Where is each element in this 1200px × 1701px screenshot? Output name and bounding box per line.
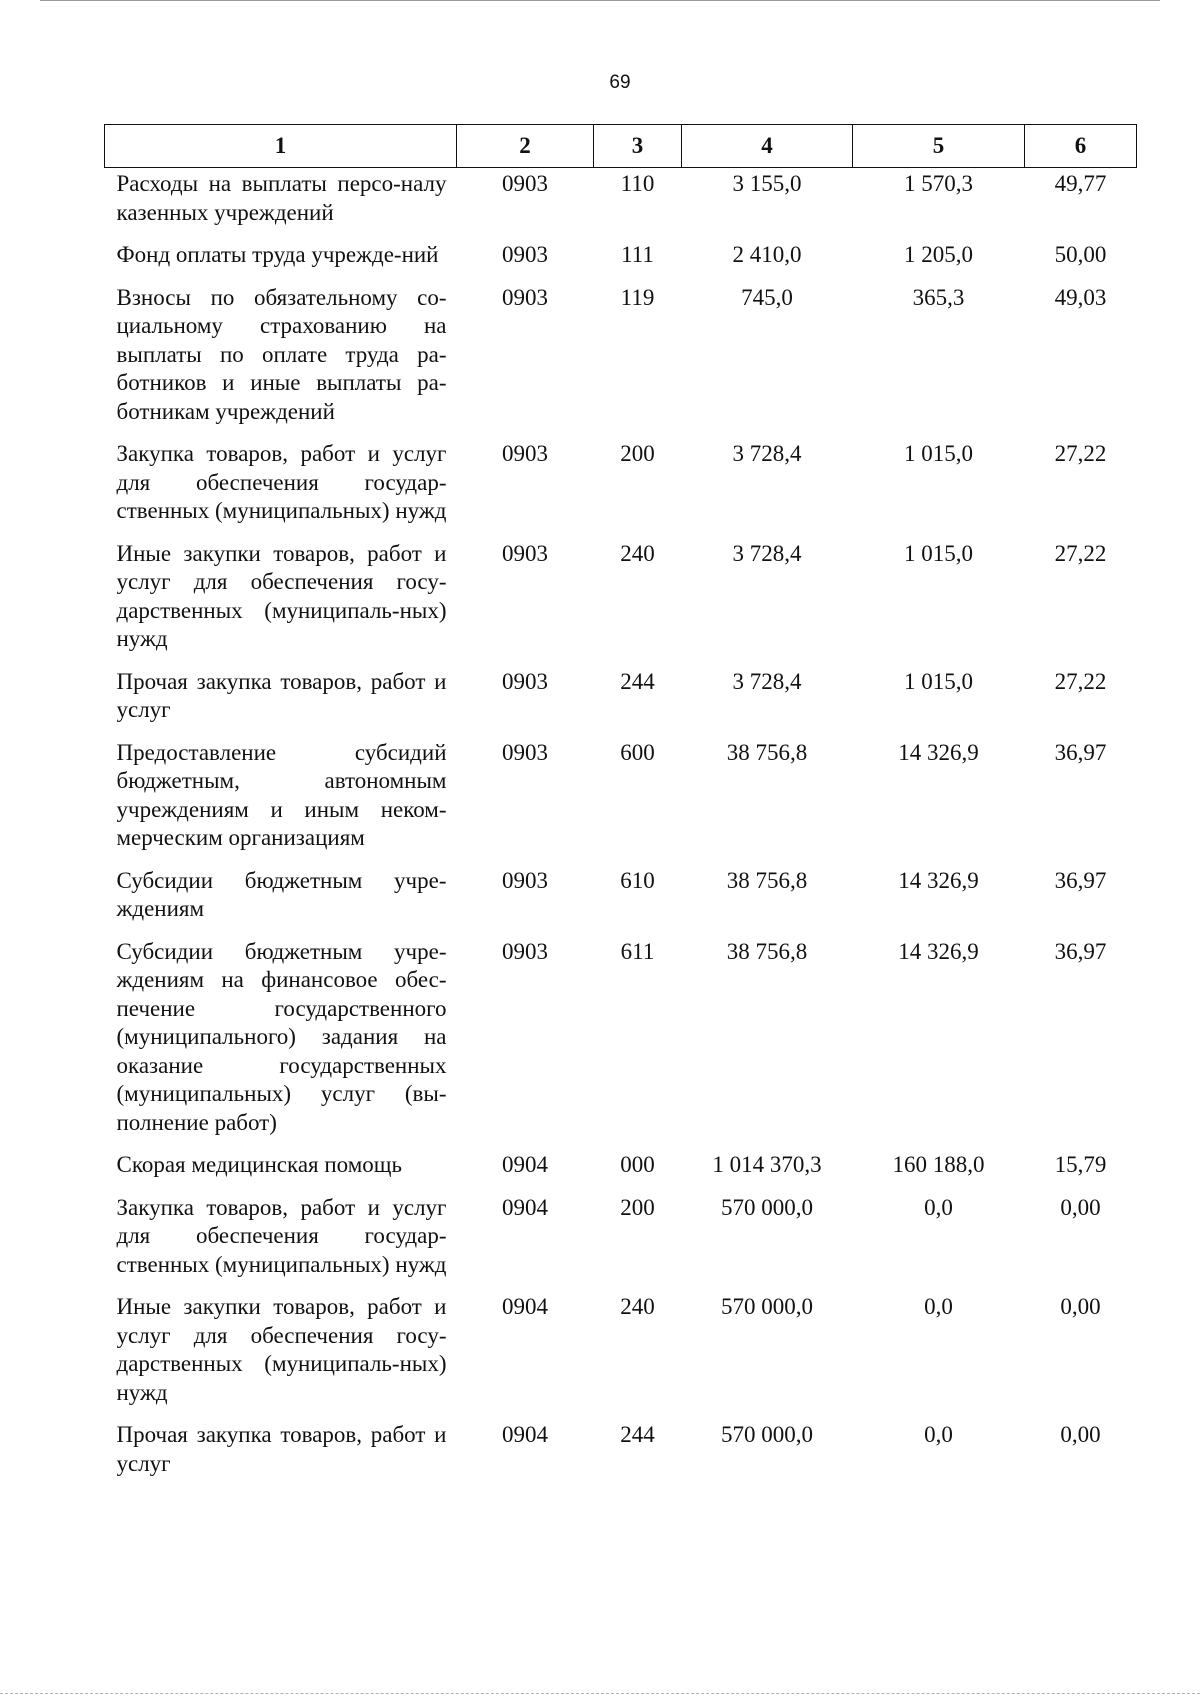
row-expense-code: 240 (620, 1294, 655, 1319)
row-planned-amount: 38 756,8 (726, 938, 808, 964)
row-name: Предоставление субсидий бюджетным, автономным учреждениям и иным неком-мерческим организациям (116, 739, 447, 850)
row-executed-amount: 1 205,0 (904, 242, 973, 267)
table-row (105, 282, 1137, 439)
row-planned-amount: 2 410,0 (732, 242, 802, 267)
row-executed-amount: 14 326,9 (898, 739, 979, 765)
row-percent: 50,00 (1054, 242, 1107, 267)
row-planned-amount: 570 000,0 (721, 1194, 813, 1220)
row-expense-code: 200 (620, 1194, 655, 1220)
row-percent: 49,77 (1054, 171, 1107, 196)
row-planned-amount: 3 728,4 (732, 668, 802, 694)
table-row (105, 666, 1137, 737)
row-executed-amount: 1 015,0 (904, 540, 973, 566)
row-name: Закупка товаров, работ и услуг для обеспечения государ-ственных (муниципальных) нужд (116, 441, 447, 523)
row-section-code: 0903 (502, 441, 548, 466)
table-row (105, 1192, 1137, 1292)
row-section-code: 0903 (502, 867, 548, 893)
row-percent: 49,03 (1054, 284, 1107, 310)
header-col-5: 5 (853, 125, 1025, 168)
page-number: 69 (609, 72, 631, 93)
row-name: Закупка товаров, работ и услуг для обеспечения государ-ственных (муниципальных) нужд (116, 1194, 447, 1277)
table-row (105, 538, 1137, 666)
row-planned-amount: 3 728,4 (732, 441, 802, 466)
row-name: Расходы на выплаты персо-налу казенных учреждений (116, 171, 447, 225)
row-name: Субсидии бюджетным учре-ждениям на финансовое обес-печение государственного (муниципального) задания на оказание государственных (муниципальных) услуг (вы-полнение работ) (116, 938, 447, 1135)
row-executed-amount: 1 570,3 (904, 171, 973, 196)
row-expense-code: 119 (620, 284, 655, 310)
header-col-1: 1 (105, 125, 457, 168)
table-header-row (105, 125, 1137, 168)
table-row (105, 438, 1137, 538)
row-percent: 27,22 (1054, 441, 1107, 466)
table-row (105, 239, 1137, 282)
row-section-code: 0903 (502, 540, 548, 566)
row-percent: 0,00 (1060, 1294, 1101, 1319)
row-section-code: 0903 (502, 668, 548, 694)
row-planned-amount: 3 728,4 (732, 540, 802, 566)
row-section-code: 0904 (502, 1422, 548, 1447)
row-executed-amount: 160 188,0 (892, 1152, 985, 1177)
row-planned-amount: 3 155,0 (732, 171, 802, 196)
row-executed-amount: 14 326,9 (898, 938, 979, 964)
row-section-code: 0904 (502, 1294, 548, 1319)
row-percent: 27,22 (1054, 540, 1107, 566)
budget-table (104, 124, 1137, 1490)
row-planned-amount: 1 014 370,3 (712, 1152, 822, 1177)
row-section-code: 0904 (502, 1194, 548, 1220)
row-expense-code: 200 (620, 441, 655, 466)
row-executed-amount: 0,0 (924, 1422, 953, 1447)
header-col-6: 6 (1025, 125, 1137, 168)
row-expense-code: 240 (620, 540, 655, 566)
row-name: Скорая медицинская помощь (116, 1152, 402, 1177)
row-name: Фонд оплаты труда учрежде-ний (116, 242, 439, 267)
header-col-3: 3 (594, 125, 682, 168)
table-row (105, 737, 1137, 865)
row-expense-code: 600 (620, 739, 655, 765)
row-percent: 0,00 (1060, 1194, 1101, 1220)
page-top-border (40, 0, 1160, 1)
row-expense-code: 110 (620, 171, 655, 196)
row-planned-amount: 570 000,0 (721, 1294, 813, 1319)
row-expense-code: 244 (620, 668, 655, 694)
table-row (105, 1149, 1137, 1192)
row-name: Прочая закупка товаров, работ и услуг (116, 1422, 447, 1476)
page-bottom-border (0, 1693, 1200, 1694)
row-section-code: 0903 (502, 171, 548, 196)
row-executed-amount: 1 015,0 (904, 668, 973, 694)
row-percent: 15,79 (1054, 1152, 1107, 1177)
row-name: Субсидии бюджетным учре-ждениям (116, 867, 447, 921)
row-name: Иные закупки товаров, работ и услуг для обеспечения госу-дарственных (муниципаль-ных) нужд (116, 540, 447, 651)
row-planned-amount: 38 756,8 (726, 867, 808, 893)
row-section-code: 0903 (502, 739, 548, 765)
row-expense-code: 244 (620, 1422, 655, 1447)
row-expense-code: 611 (620, 938, 655, 964)
row-name: Прочая закупка товаров, работ и услуг (116, 668, 447, 722)
row-percent: 27,22 (1054, 668, 1107, 694)
row-percent: 36,97 (1054, 739, 1107, 765)
row-section-code: 0903 (502, 284, 548, 310)
row-section-code: 0903 (502, 938, 548, 964)
row-name: Взносы по обязательному со-циальному страхованию на выплаты по оплате труда ра-ботников и иные выплаты ра-ботникам учреждений (116, 284, 447, 424)
row-section-code: 0904 (502, 1152, 548, 1177)
row-expense-code: 610 (620, 867, 655, 893)
row-expense-code: 111 (621, 242, 654, 267)
row-executed-amount: 0,0 (924, 1194, 953, 1220)
table-row (105, 1419, 1137, 1490)
row-executed-amount: 365,3 (912, 284, 965, 310)
row-percent: 0,00 (1060, 1422, 1101, 1447)
row-section-code: 0903 (502, 242, 548, 267)
row-percent: 36,97 (1054, 867, 1107, 893)
row-percent: 36,97 (1054, 938, 1107, 964)
row-name: Иные закупки товаров, работ и услуг для обеспечения госу-дарственных (муниципаль-ных) нужд (116, 1294, 447, 1405)
table-row (105, 1291, 1137, 1419)
header-col-4: 4 (682, 125, 853, 168)
row-executed-amount: 14 326,9 (898, 867, 979, 893)
row-expense-code: 000 (620, 1152, 655, 1177)
row-executed-amount: 0,0 (924, 1294, 953, 1319)
row-planned-amount: 570 000,0 (721, 1422, 813, 1447)
row-executed-amount: 1 015,0 (904, 441, 973, 466)
table-row (105, 168, 1137, 240)
header-col-2: 2 (457, 125, 594, 168)
table-row (105, 936, 1137, 1150)
row-planned-amount: 38 756,8 (726, 739, 808, 765)
table-row (105, 865, 1137, 936)
row-planned-amount: 745,0 (741, 284, 793, 310)
